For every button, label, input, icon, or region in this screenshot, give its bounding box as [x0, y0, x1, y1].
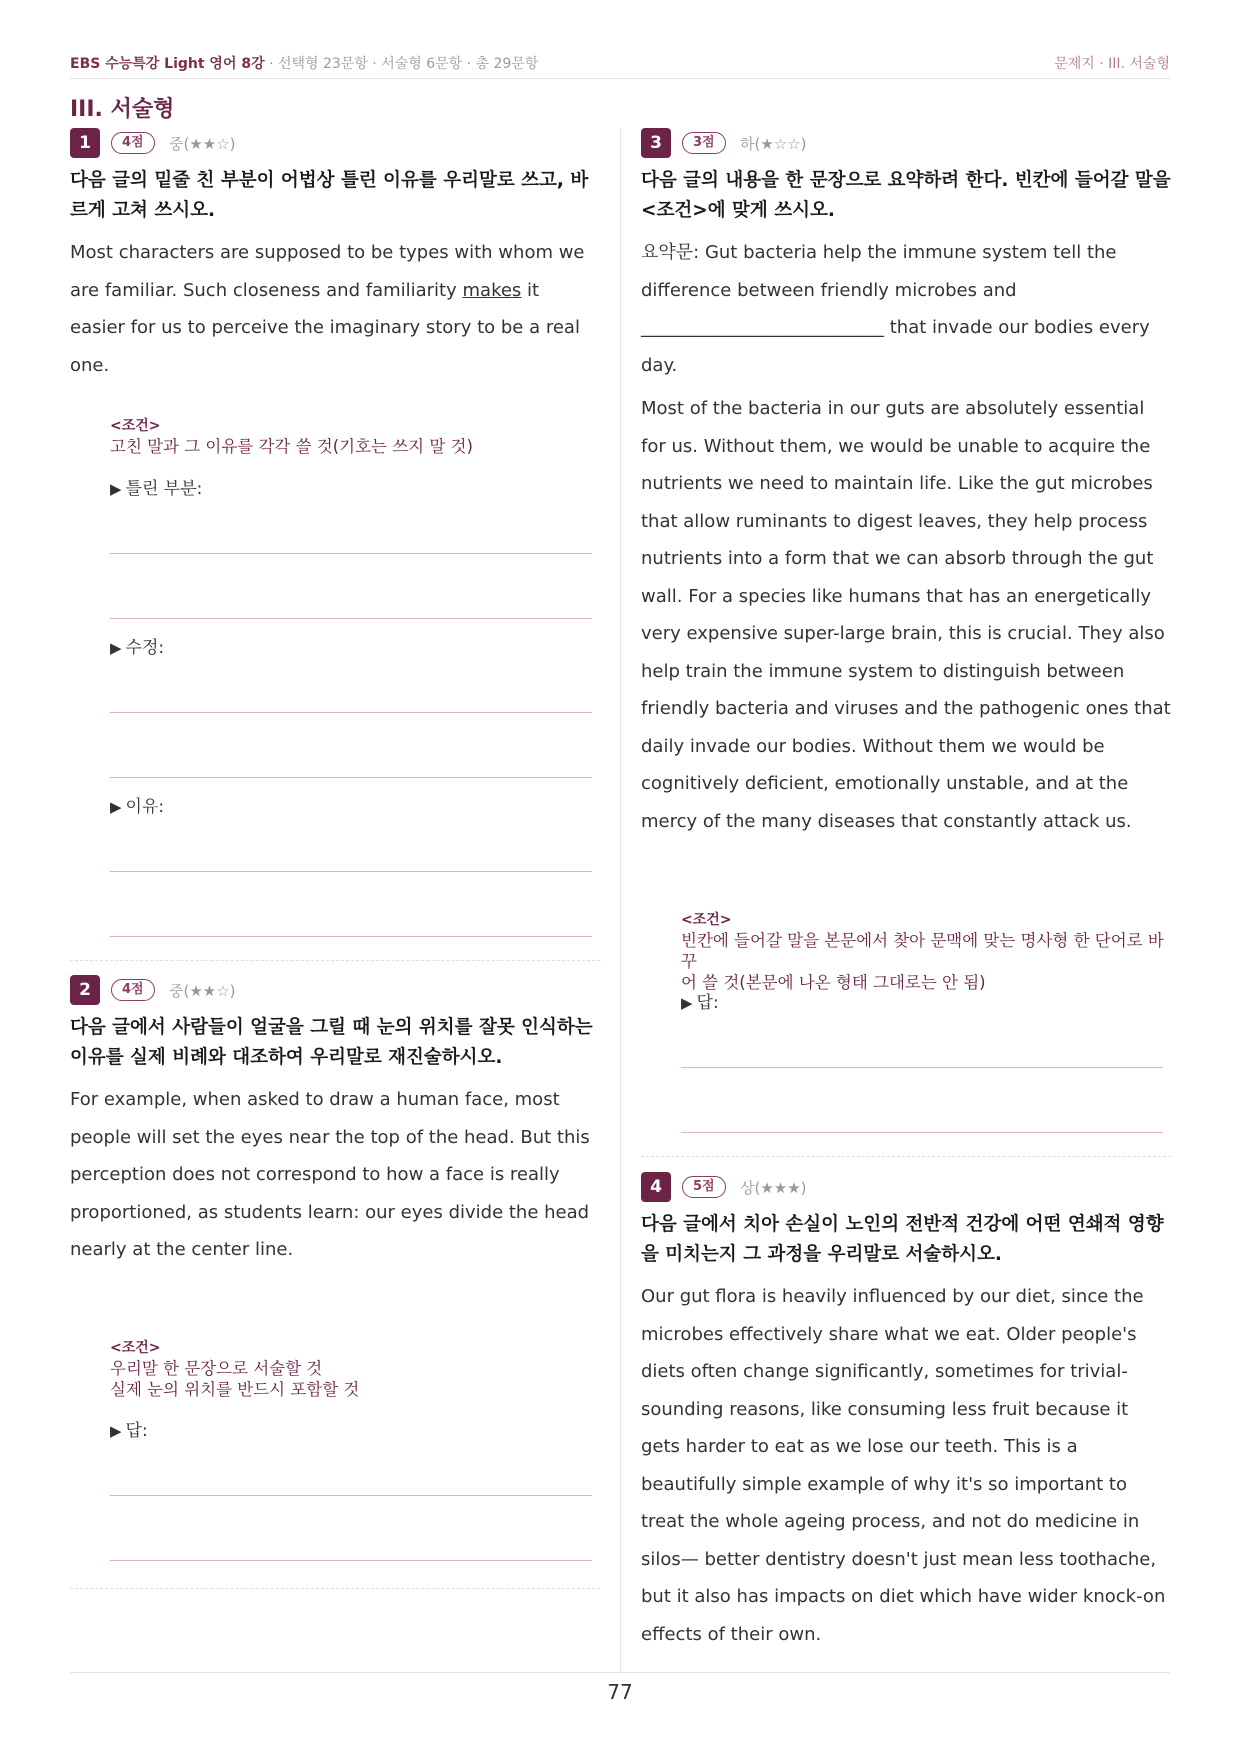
- points-badge: 4점: [111, 132, 155, 154]
- header-section: 문제지 · III. 서술형: [1054, 56, 1170, 72]
- answer-line[interactable]: [110, 777, 592, 778]
- condition-line: 고친 말과 그 이유를 각각 쓸 것(기호는 쓰지 말 것): [110, 437, 473, 456]
- answer-label-text: 이유:: [125, 797, 165, 817]
- question-passage: For example, when asked to draw a human face, most people will set the eyes near the top of the head. But this perception does not correspond to how a face is really proportioned, as students learn: our eyes divide the head nearly at the center line.: [70, 1089, 590, 1260]
- question-header: [70, 975, 595, 1005]
- answer-line[interactable]: [110, 618, 592, 619]
- summary-sentence: [641, 234, 1171, 384]
- question-3: [641, 128, 1171, 1128]
- triangle-right-icon: ▶: [681, 994, 693, 1012]
- question-passage: Our gut flora is heavily influenced by our diet, since the microbes effectively share what we eat. Older people's diets often change significantly, sometimes for trivial-sounding reasons, like consuming less fruit because it gets harder to eat as we lose our teeth. This is a beautifully simple example of why it's so important to treat the whole ageing process, and not do medicine in silos— better dentistry doesn't just mean less toothache, but it also has impacts on diet which have wider knock-on effects of their own.: [641, 1286, 1166, 1645]
- passage-text: Most characters are supposed to be types with whom we are familiar. Such closeness and familiarity: [70, 242, 585, 301]
- condition-title: <조건>: [681, 912, 732, 928]
- answer-line[interactable]: [110, 1560, 592, 1561]
- answer-line[interactable]: [681, 1132, 1163, 1133]
- points-badge: 3점: [682, 132, 726, 154]
- answer-label-text: 틀린 부분:: [125, 479, 203, 499]
- answer-label-text: 수정:: [125, 638, 165, 658]
- summary-text: difference between friendly microbes and: [641, 279, 1017, 301]
- answer-line[interactable]: [110, 712, 592, 713]
- answer-line[interactable]: [110, 871, 592, 872]
- question-separator: [641, 1156, 1171, 1157]
- answer-label: [110, 474, 202, 499]
- header-meta: · 선택형 23문항 · 서술형 6문항 · 총 29문항: [264, 56, 539, 72]
- question-number: 1: [70, 128, 100, 158]
- triangle-right-icon: ▶: [110, 1422, 122, 1440]
- answer-line[interactable]: [110, 1495, 592, 1496]
- question-prompt: 다음 글에서 치아 손실이 노인의 전반적 건강에 어떤 연쇄적 영향을 미치는지 그 과정을 우리말로 서술하시오.: [641, 1214, 1164, 1265]
- condition-box: [681, 910, 1171, 993]
- column-divider: [620, 128, 621, 1673]
- question-number: 2: [70, 975, 100, 1005]
- condition-title: <조건>: [110, 418, 161, 434]
- difficulty-level: 중(★★☆): [169, 135, 236, 153]
- question-prompt: 다음 글의 밑줄 친 부분이 어법상 틀린 이유를 우리말로 쓰고, 바르게 고쳐 쓰시오.: [70, 170, 589, 221]
- condition-line: 우리말 한 문장으로 서술할 것: [110, 1359, 323, 1378]
- difficulty-level: 중(★★☆): [169, 982, 236, 1000]
- summary-text: 요약문: Gut bacteria help the immune system tell the: [641, 242, 1117, 263]
- summary-blank[interactable]: ___________________________: [641, 317, 884, 338]
- section-title: III. 서술형: [70, 97, 175, 122]
- question-number: 4: [641, 1172, 671, 1202]
- points-badge: 5점: [682, 1176, 726, 1198]
- answer-label: [110, 1416, 148, 1441]
- answer-label-text: 답:: [696, 993, 719, 1013]
- condition-line: 실제 눈의 위치를 반드시 포함할 것: [110, 1380, 360, 1399]
- triangle-right-icon: ▶: [110, 480, 122, 498]
- page-number: 77: [607, 1680, 633, 1704]
- answer-label-text: 답:: [125, 1421, 148, 1441]
- difficulty-level: 하(★☆☆): [740, 135, 807, 153]
- question-header: [70, 128, 595, 158]
- question-passage: [70, 234, 595, 384]
- passage-text: it easier for us to perceive the imaginary story to be a real one.: [70, 279, 580, 376]
- condition-line: 빈칸에 들어갈 말을 본문에서 찾아 문맥에 맞는 명사형 한 단어로 바꾸: [681, 931, 1164, 971]
- difficulty-level: 상(★★★): [740, 1179, 807, 1197]
- question-header: [641, 128, 1171, 158]
- summary-text: that invade our bodies every: [884, 317, 1150, 338]
- answer-label: [110, 633, 164, 658]
- question-2: [70, 975, 595, 1585]
- answer-label: [681, 988, 719, 1013]
- answer-line[interactable]: [110, 553, 592, 554]
- condition-box: [110, 1338, 359, 1400]
- question-separator: [70, 960, 600, 961]
- triangle-right-icon: ▶: [110, 798, 122, 816]
- summary-text: day.: [641, 354, 678, 376]
- answer-label: [110, 792, 164, 817]
- question-number: 3: [641, 128, 671, 158]
- underlined-word: makes: [462, 279, 522, 301]
- footer-divider: [70, 1672, 1170, 1673]
- question-4: [641, 1172, 1171, 1645]
- question-header: [641, 1172, 1171, 1202]
- question-prompt: 다음 글에서 사람들이 얼굴을 그릴 때 눈의 위치를 잘못 인식하는 이유를 실제 비례와 대조하여 우리말로 재진술하시오.: [70, 1017, 593, 1068]
- answer-line[interactable]: [110, 936, 592, 937]
- condition-line: 어 쓸 것(본문에 나온 형태 그대로는 안 됨): [681, 973, 986, 992]
- book-title: EBS 수능특강 Light 영어 8강: [70, 56, 265, 72]
- answer-line[interactable]: [681, 1067, 1163, 1068]
- condition-title: <조건>: [110, 1340, 161, 1356]
- question-prompt: 다음 글의 내용을 한 문장으로 요약하려 한다. 빈칸에 들어갈 말을 <조건>에 맞게 쓰시오.: [641, 170, 1171, 221]
- condition-box: [110, 416, 473, 457]
- triangle-right-icon: ▶: [110, 639, 122, 657]
- header-left: [70, 53, 538, 73]
- question-passage: Most of the bacteria in our guts are absolutely essential for us. Without them, we would be unable to acquire the nutrients we need to maintain life. Like the gut microbes that allow ruminants to digest leaves, they help process nutrients into a form that we can absorb through the gut wall. For a species like humans that has an energetically very expensive super-large brain, this is crucial. They also help train the immune system to distinguish between friendly bacteria and viruses and the pathogenic ones that daily invade our bodies. Without them we would be cognitively deficient, emotionally unstable, and at the mercy of the many diseases that constantly attack us.: [641, 398, 1171, 832]
- points-badge: 4점: [111, 979, 155, 1001]
- question-separator: [70, 1588, 600, 1589]
- page-header: [70, 50, 1170, 79]
- question-1: [70, 128, 595, 958]
